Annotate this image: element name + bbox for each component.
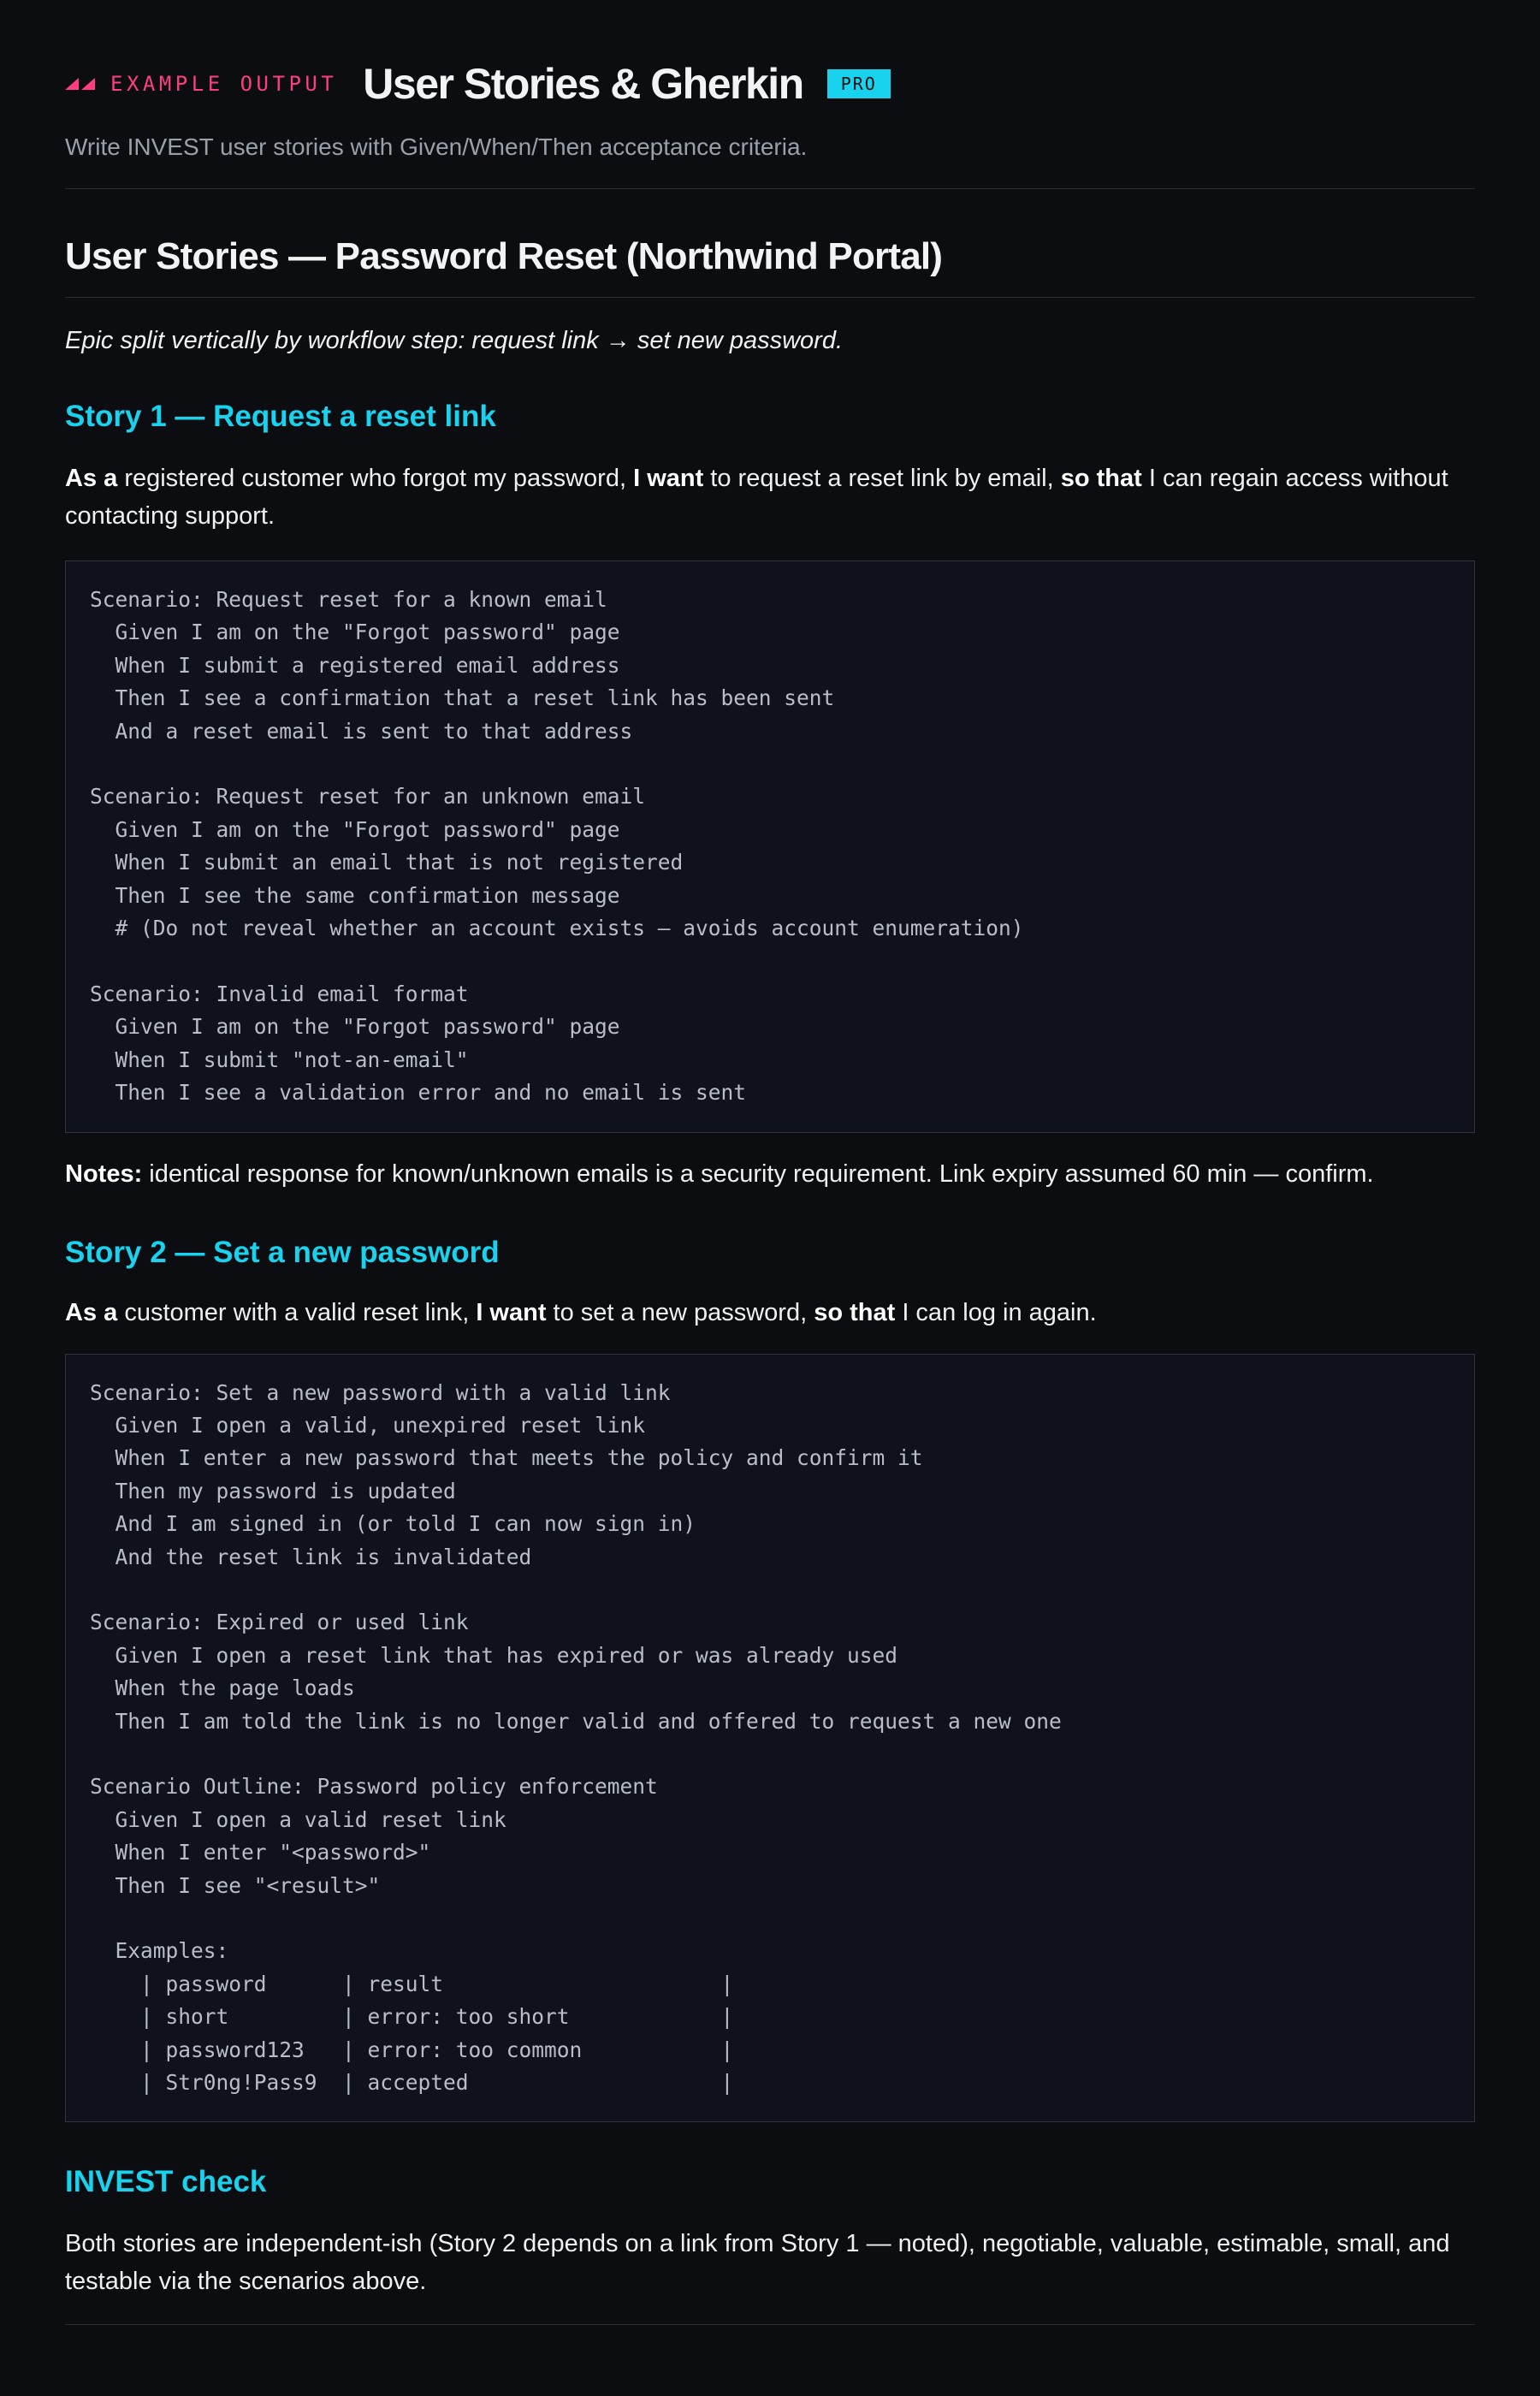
header (65, 58, 1475, 110)
so-that-label: so that (1060, 465, 1142, 492)
title-divider (65, 297, 1475, 298)
story-1-notes (65, 1155, 1475, 1193)
page-subtitle: Write INVEST user stories with Given/When/Then acceptance criteria. (65, 133, 808, 160)
footer-divider (65, 2324, 1475, 2325)
header-divider (65, 188, 1475, 189)
story-1-gherkin-code: Scenario: Request reset for a known email Given I am on the "Forgot password" page When I submit a registered email address Then I see a confirmation that a reset link has been sent And a reset email is sent to that address Scenario: Request reset for an unknown email Given I am on the "Forgot password" page When I submit an email that is not registered Then I see the same confirmation message # (Do not reveal whether an account exists — avoids account enumeration) Scenario: Invalid email format Given I am on the "Forgot password" page When I submit "not-an-email" Then I see a validation error and no email is sent (65, 560, 1475, 1133)
page-title: User Stories & Gherkin (363, 60, 803, 108)
so-that-text: I can regain access without contacting support. (65, 465, 1448, 530)
document-title: User Stories — Password Reset (Northwind Portal) (65, 235, 943, 277)
story-1-heading: Story 1 — Request a reset link (65, 400, 496, 433)
double-triangle-icon (65, 78, 95, 90)
so-that-label: so that (814, 1298, 896, 1326)
invest-text: Both stories are independent-ish (Story 2 depends on a link from Story 1 — noted), negotiable, valuable, estimable, small, and testable via the scenarios above. (65, 2230, 1450, 2296)
invest-heading: INVEST check (65, 2165, 267, 2199)
notes-text: identical response for known/unknown emails is a security requirement. Link expiry assumed 60 min — confirm. (142, 1159, 1374, 1188)
as-a-text: registered customer who forgot my password, (117, 465, 634, 492)
document-intro: Epic split vertically by workflow step: request link → set new password. (65, 327, 844, 354)
as-a-label: As a (65, 1298, 118, 1326)
i-want-label: I want (633, 465, 704, 492)
eyebrow-label: EXAMPLE OUTPUT (110, 72, 338, 96)
story-2-gherkin-code: Scenario: Set a new password with a valid link Given I open a valid, unexpired reset link When I enter a new password that meets the policy and confirm it Then my password is updated And I am signed in (or told I can now sign in) And the reset link is invalidated Scenario: Expired or used link Given I open a reset link that has expired or was already used When the page loads Then I am told the link is no longer valid and offered to request a new one Scenario Outline: Password policy enforcement Given I open a valid reset link When I enter "<password>" Then I see "<result>" Examples: | password | result | | short | error: too short | | password123 | error: too common | | Str0ng!Pass9 | accepted | (65, 1354, 1475, 2123)
as-a-text: customer with a valid reset link, (117, 1298, 477, 1326)
page (65, 0, 1475, 2325)
story-2-heading: Story 2 — Set a new password (65, 1235, 500, 1269)
i-want-label: I want (476, 1298, 547, 1326)
so-that-text: I can log in again. (895, 1298, 1097, 1326)
story-2-statement (65, 1294, 1475, 1331)
as-a-label: As a (65, 465, 118, 492)
story-1-statement (65, 460, 1475, 535)
i-want-text: to request a reset link by email, (703, 465, 1061, 492)
eyebrow (65, 72, 337, 96)
pro-badge: PRO (827, 69, 891, 98)
notes-label: Notes: (65, 1159, 143, 1188)
i-want-text: to set a new password, (546, 1298, 814, 1326)
